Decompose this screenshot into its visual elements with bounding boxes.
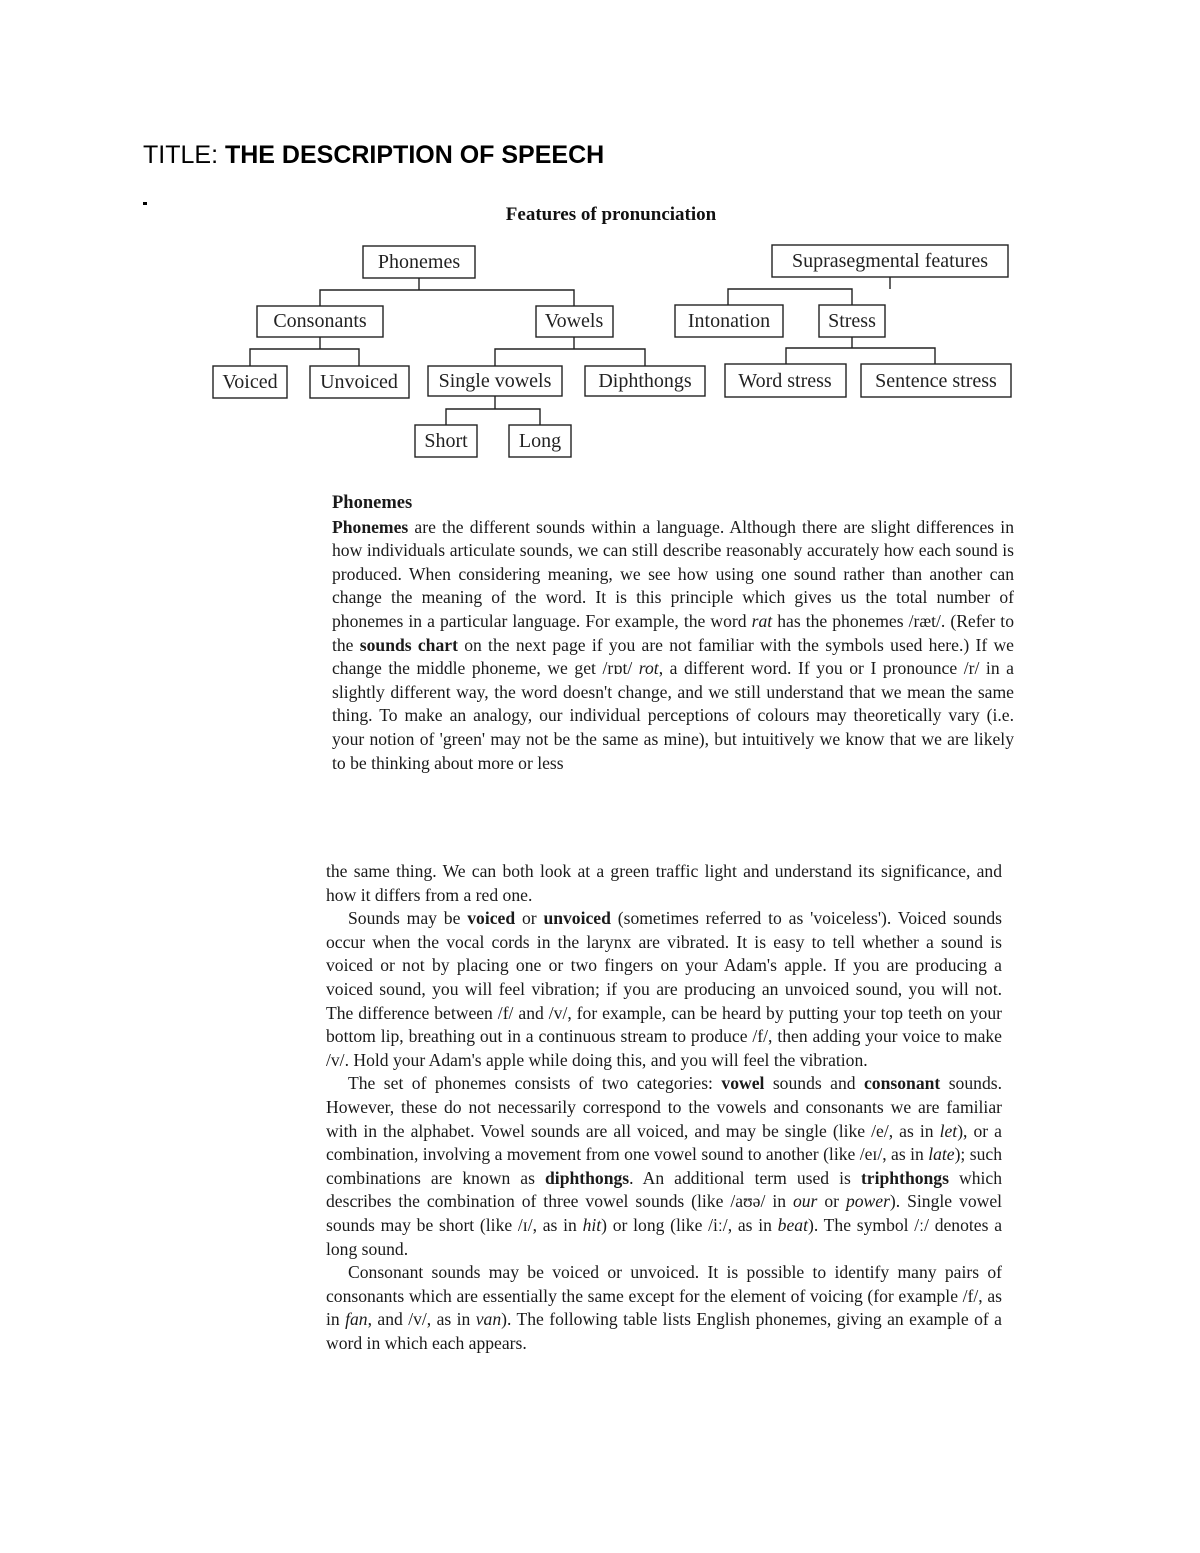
section-heading: Phonemes: [332, 493, 413, 513]
paragraph-continuation: the same thing. We can both look at a green traffic light and understand its significance, and how it differs from a red one.: [326, 861, 1002, 905]
node-single-vowels: [428, 366, 562, 396]
svg-text:Unvoiced: Unvoiced: [320, 371, 398, 393]
svg-text:Diphthongs: Diphthongs: [598, 370, 692, 392]
diagram-connectors: [250, 277, 935, 425]
svg-text:Long: Long: [518, 430, 562, 452]
phonemes-section-part1: [332, 492, 1014, 775]
node-short: [415, 425, 477, 457]
svg-text:Suprasegmental features: Suprasegmental features: [791, 250, 989, 272]
svg-text:Consonants: Consonants: [273, 310, 367, 332]
svg-text:Stress: Stress: [828, 310, 876, 332]
svg-text:Intonation: Intonation: [687, 310, 771, 332]
svg-text:Sentence stress: Sentence stress: [875, 370, 997, 392]
node-vowels: [536, 306, 613, 337]
node-consonants: [257, 306, 383, 337]
svg-text:Word stress: Word stress: [738, 370, 832, 392]
paragraph-phonemes-intro: Phonemes are the different sounds within a language. Although there are slight differences in how individuals articulate sounds, we can still describe reasonably accurately how each sound is produced. When considering meaning, we see how using one sound rather than another can change the meaning of the word. It is this principle which gives us the total number of phonemes in a particular language. For example, the word rat has the phonemes /ræt/. (Refer to the sounds chart on the next page if you are not familiar with the symbols used here.) If we change the middle phoneme, we get /rɒt/ rot, a different word. If you or I pronounce /r/ in a slightly different way, the word doesn't change, and we still understand that we mean the same thing. To make an analogy, our individual perceptions of colours may theoretically vary (i.e. your notion of 'green' may not be the same as mine), but intuitively we know that we are likely to be thinking about more or less: [332, 516, 1014, 773]
phonemes-section-part2: [326, 860, 1002, 1355]
node-voiced: [213, 366, 287, 398]
svg-text:Vowels: Vowels: [544, 310, 604, 332]
node-intonation: [675, 305, 783, 337]
diagram-title: Features of pronunciation: [505, 204, 717, 225]
node-phonemes: [363, 246, 475, 278]
node-sentence-stress: [861, 364, 1011, 397]
pronunciation-diagram: [0, 0, 1200, 470]
node-word-stress: [725, 364, 846, 397]
paragraph-vowels-consonants: The set of phonemes consists of two categories: vowel sounds and consonant sounds. However, these do not necessarily correspond to the vowels and consonants we are familiar with in the alphabet. Vowel sounds are all voiced, and may be single (like /e/, as in let), or a combination, involving a movement from one vowel sound to another (like /eɪ/, as in late); such combinations are known as diphthongs. An additional term used is triphthongs which describes the combination of three vowel sounds (like /aʊə/ in our or power). Single vowel sounds may be short (like /ɪ/, as in hit) or long (like /iː/, as in beat). The symbol /ː/ denotes a long sound.: [326, 1073, 1003, 1259]
svg-text:Short: Short: [424, 430, 468, 452]
page-title: TITLE: THE DESCRIPTION OF SPEECH: [143, 141, 605, 169]
svg-text:Voiced: Voiced: [222, 371, 278, 393]
node-unvoiced: [310, 366, 409, 398]
paragraph-voicing: Sounds may be voiced or unvoiced (sometimes referred to as 'voiceless'). Voiced sounds occur when the vocal cords in the larynx are vibrated. It is easy to tell whether a sound is voiced or not by placing one or two fingers on your Adam's apple. If you are producing a voiced sound, you will feel vibration; if you are producing an unvoiced sound, you will not. The difference between /f/ and /v/, for example, can be heard by putting your top teeth on your bottom lip, breathing out in a continuous stream to produce /f/, then adding your voice to make /v/. Hold your Adam's apple while doing this, and you will feel the vibration.: [326, 908, 1003, 1070]
paragraph-consonant-pairs: Consonant sounds may be voiced or unvoiced. It is possible to identify many pairs of consonants which are essentially the same except for the element of voicing (for example /f/, as in fan, and /v/, as in van). The following table lists English phonemes, giving an example of a word in which each appears.: [326, 1262, 1002, 1353]
node-suprasegmental-features: [772, 245, 1008, 277]
node-long: [509, 425, 571, 457]
svg-text:Phonemes: Phonemes: [377, 251, 461, 273]
node-stress: [819, 305, 885, 337]
node-diphthongs: [585, 366, 705, 396]
svg-text:Single vowels: Single vowels: [438, 370, 552, 392]
